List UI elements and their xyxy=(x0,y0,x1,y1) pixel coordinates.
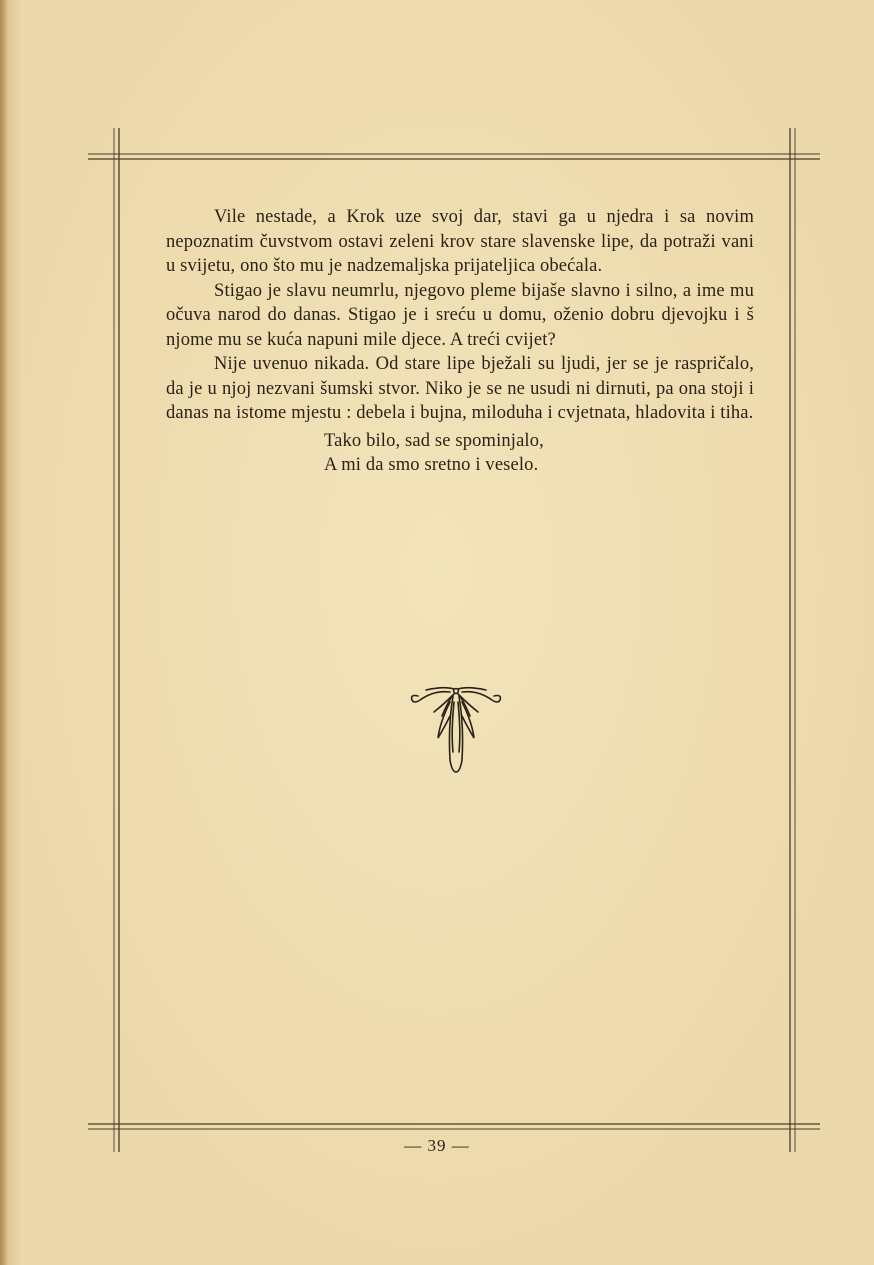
verse-line: A mi da smo sretno i veselo. xyxy=(324,455,539,475)
paragraph: Vile nestade, a Krok uze svoj dar, stavi ga u njedra i sa novim nepoznatim čuvstvom ostavi zeleni krov stare slavenske lipe, da potraži vani u svijetu, ono što mu je nadzemaljska prijateljica obećala. xyxy=(166,207,754,276)
paragraph: Stigao je slavu neumrlu, njegovo pleme bijaše slavno i silno, a ime mu očuva narod do danas. Stigao je i sreću u domu, oženio dobru djevojku i š njome mu se kuća napuni mile djece. A treći cvijet? xyxy=(166,280,754,350)
closing-verse xyxy=(324,429,754,478)
main-text xyxy=(166,205,754,478)
paragraph: Nije uvenuo nikada. Od stare lipe bježali su ljudi, jer se je raspričalo, da je u njoj nezvani šumski stvor. Niko je se ne usudi ni dirnuti, pa ona stoji i danas na istome mjestu : debela i bujna, miloduha i cvjetnata, hladovita i tiha. xyxy=(166,354,754,423)
verse-line: Tako bilo, sad se spominjalo, xyxy=(324,430,544,451)
page-number: — 39 — xyxy=(404,1136,470,1155)
bow-ornament-icon xyxy=(404,682,508,778)
